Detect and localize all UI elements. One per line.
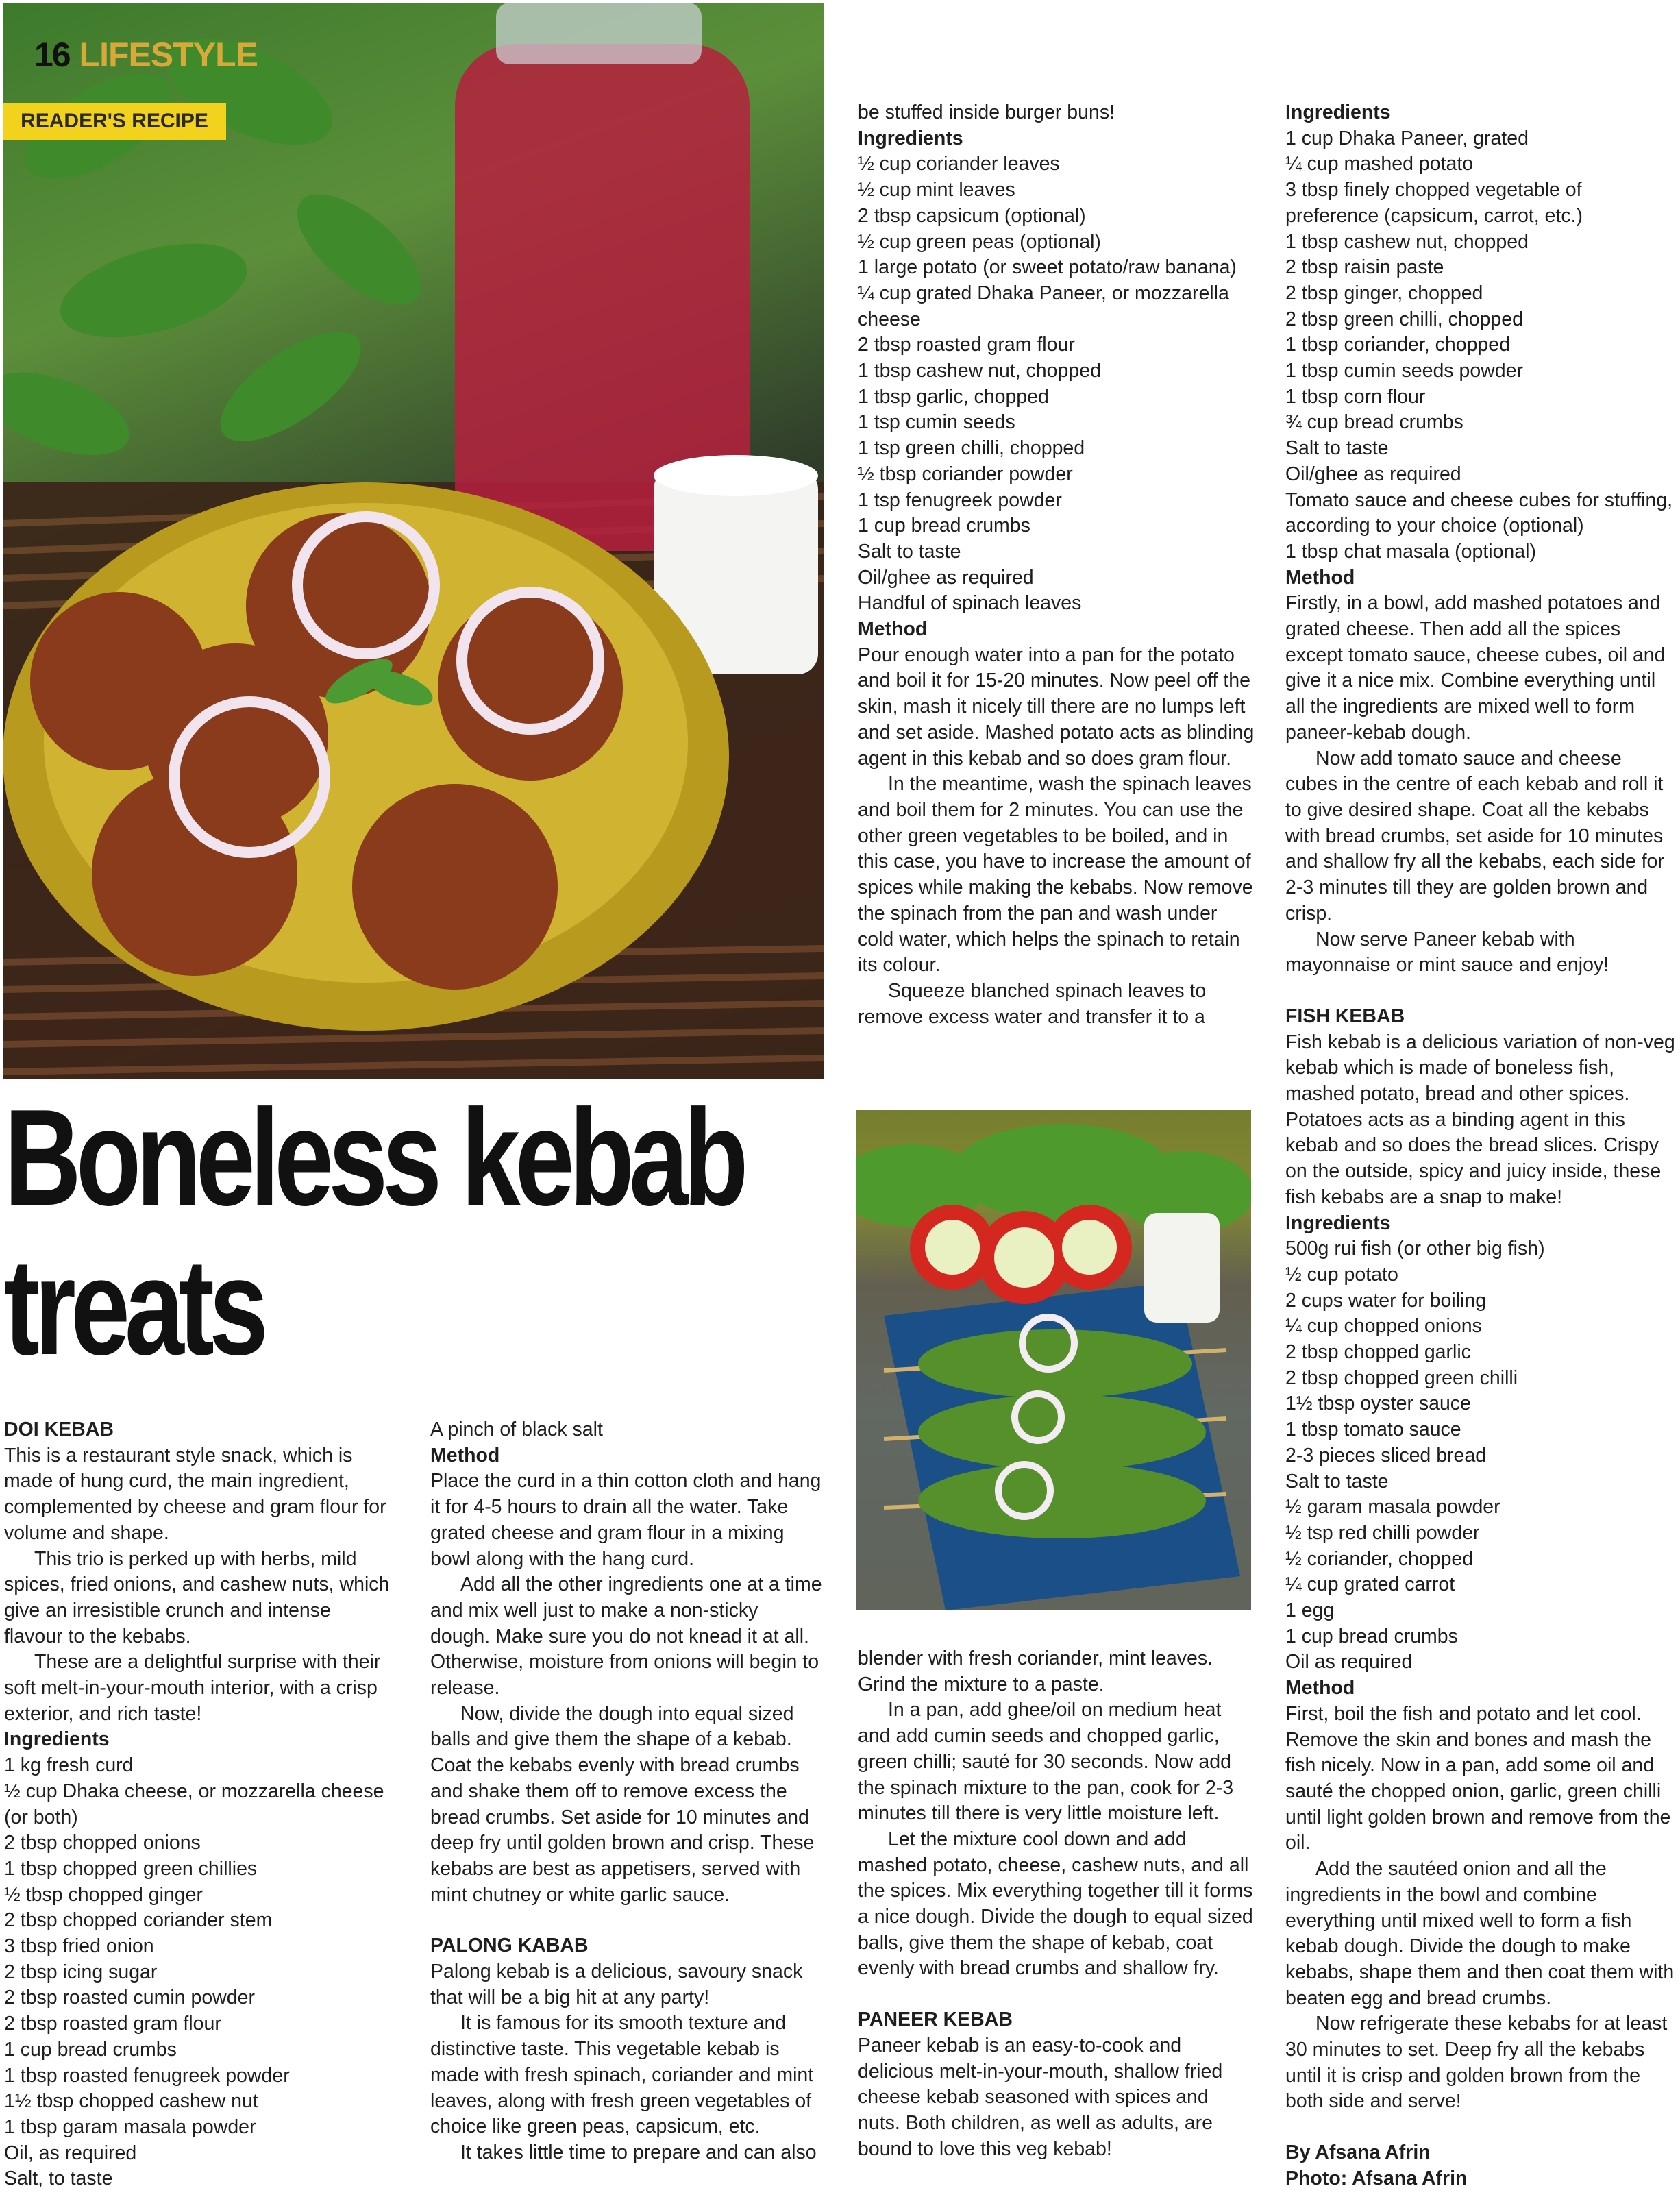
column-4	[1285, 100, 1677, 2192]
paneer-kebab-heading: PANEER KEBAB	[858, 2009, 1013, 2031]
ingredient-item: ½ tbsp chopped ginger	[4, 1883, 203, 1906]
ingredient-item: 1 tbsp roasted fenugreek powder	[4, 2064, 290, 2087]
ingredient-item: 500g rui fish (or other big fish)	[1285, 1238, 1545, 1260]
paneer-kebab-method-2: Now add tomato sauce and cheese cubes in the centre of each kebab and roll it to give desired shape. Coat all the kebabs with bread crumbs, set aside for 10 minutes and shallow fry all the kebabs, each side for 2-3 minutes till they are golden brown and crisp.	[1285, 747, 1664, 924]
palong-kabab-intro-1: Palong kebab is a delicious, savoury snack that will be a big hit at any party!	[430, 1961, 803, 2009]
headline-line-2: treats	[4, 1231, 264, 1384]
ingredient-item: ½ tbsp coriander powder	[858, 463, 1073, 485]
palong-kabab-method-3: Squeeze blanched spinach leaves to remove excess water and transfer it to a	[858, 979, 1207, 1028]
ingredient-item: Salt to taste	[1285, 437, 1389, 460]
doi-kebab-photo-art	[3, 3, 824, 1079]
doi-kebab-method-3: Now, divide the dough into equal sized balls and give them the shape of a kebab. Coat the kebabs evenly with bread crumbs and shake them off to remove excess the bread crumbs. Set aside for 10 minutes and deep fry until golden brown and crisp. These kebabs are best as appetisers, served with mint chutney or white garlic sauce.	[430, 1702, 815, 1906]
ingredient-item: 1 tsp cumin seeds	[858, 411, 1015, 434]
palong-kabab-method-5: Let the mixture cool down and add mashed potato, cheese, cashew nuts, and all the spices. Mix everything together till it forms a nice dough. Divide the dough to equal sized balls, give them the shape of kebab, coat evenly with bread crumbs and shallow fry.	[858, 1828, 1253, 1980]
ingredient-item: 1½ tbsp oyster sauce	[1285, 1392, 1471, 1415]
fish-kebab-method-3: Now refrigerate these kebabs for at least 30 minutes to set. Deep fry all the kebabs until it is crisp and golden brown from the both side and serve!	[1285, 2013, 1668, 2113]
ingredient-item: 2 tbsp capsicum (optional)	[858, 204, 1086, 227]
ingredient-item: 3 tbsp finely chopped vegetable of preference (capsicum, carrot, etc.)	[1285, 179, 1583, 227]
page-number: 16	[34, 36, 70, 74]
ingredient-item: ¼ cup chopped onions	[1285, 1315, 1482, 1338]
ingredient-item: 1 tbsp tomato sauce	[1285, 1419, 1461, 1441]
palong-kabab-method-2: In the meantime, wash the spinach leaves and boil them for 2 minutes. You can use the other green vegetables to be boiled, and in this case, you have to increase the amount of spices while making the kebabs. Now remove the spinach from the pan and wash under cold water, which helps the spinach to retain its colour.	[858, 773, 1253, 977]
column-2	[430, 1417, 822, 2166]
ingredient-item: 1 tsp green chilli, chopped	[858, 437, 1085, 460]
ingredient-item: 1 cup Dhaka Paneer, grated	[1285, 127, 1529, 149]
paneer-kebab-method-1: Firstly, in a bowl, add mashed potatoes and grated cheese. Then add all the spices except tomato sauce, cheese cubes, oil and give it a nice mix. Combine everything until all the ingredients are mixed well to form paneer-kebab dough.	[1285, 592, 1666, 744]
ingredient-item: 1 tbsp corn flour	[1285, 385, 1426, 408]
palong-kabab-intro-2: It is famous for its smooth texture and distinctive taste. This vegetable kebab is made with fresh spinach, coriander and mint leaves, along with fresh green vegetables of choice like green peas, capsicum, etc.	[430, 2012, 814, 2138]
palong-kabab-ingredients-label: Ingredients	[858, 127, 963, 149]
section-name: LIFESTYLE	[79, 36, 258, 74]
ingredient-item: 2 tbsp roasted gram flour	[858, 334, 1075, 356]
ingredient-item: 1 tbsp cumin seeds powder	[1285, 360, 1523, 382]
ingredient-item: Oil/ghee as required	[858, 566, 1034, 589]
doi-kebab-method-1: Place the curd in a thin cotton cloth and hang it for 4-5 hours to drain all the water. Take grated cheese and gram flour in a mixing bowl along with the hang curd.	[430, 1470, 822, 1570]
palong-kabab-photo-art	[856, 1110, 1251, 1610]
ingredient-item: Oil as required	[1285, 1651, 1413, 1673]
doi-kebab-intro-2: This trio is perked up with herbs, mild spices, fried onions, and cashew nuts, which give an irresistible crunch and intense flavour to the kebabs.	[4, 1547, 390, 1647]
ingredient-item: ¼ cup grated carrot	[1285, 1573, 1455, 1596]
ingredient-item: 1 tbsp chat masala (optional)	[1285, 540, 1536, 563]
ingredient-item: 1 tbsp chopped green chillies	[4, 1857, 258, 1880]
ingredient-item: Oil, as required	[4, 2141, 137, 2164]
ingredient-item: 1 egg	[1285, 1599, 1335, 1622]
ingredient-item: 2 tbsp roasted cumin powder	[4, 1987, 255, 2009]
palong-kabab-photo	[856, 1110, 1251, 1610]
ingredient-item: 2 tbsp chopped green chilli	[1285, 1366, 1518, 1389]
page-header	[34, 34, 258, 75]
fish-kebab-heading: FISH KEBAB	[1285, 1005, 1405, 1027]
doi-kebab-ingredients-label: Ingredients	[4, 1728, 110, 1751]
ingredient-item: 2 tbsp chopped garlic	[1285, 1341, 1471, 1364]
palong-kabab-method-label: Method	[858, 618, 928, 641]
ingredient-item: Handful of spinach leaves	[858, 592, 1082, 615]
palong-kabab-heading: PALONG KABAB	[430, 1935, 589, 1957]
ingredient-item: 1 cup bread crumbs	[858, 515, 1030, 537]
doi-kebab-heading: DOI KEBAB	[4, 1419, 114, 1440]
column-3-top	[858, 100, 1255, 1030]
ingredient-item: ½ coriander, chopped	[1285, 1547, 1474, 1570]
palong-kabab-method-4: In a pan, add ghee/oil on medium heat and add cumin seeds and chopped garlic, green chilli; sauté for 30 seconds. Now add the spinach mixture to the pan, cook for 2-3 minutes till there is very little moisture left.	[858, 1699, 1234, 1825]
ingredient-item: 1 cup bread crumbs	[1285, 1625, 1458, 1647]
ingredient-item: 1 cup bread crumbs	[4, 2038, 177, 2061]
palong-kabab-method-cont: blender with fresh coriander, mint leaves. Grind the mixture to a paste.	[858, 1647, 1213, 1695]
palong-kabab-method-1: Pour enough water into a pan for the potato and boil it for 15-20 minutes. Now peel off the skin, mash it nicely till there are no lumps left and set aside. Mashed potato acts as blinding agent in this kebab and so does gram flour.	[858, 643, 1255, 770]
ingredient-item: 1 tbsp cashew nut, chopped	[858, 360, 1101, 382]
column-3-bottom	[858, 1646, 1255, 2162]
ingredient-item: 2 tbsp icing sugar	[4, 1961, 158, 1983]
doi-kebab-ingredient-cont: A pinch of black salt	[430, 1419, 603, 1440]
palong-kabab-intro-cont: be stuffed inside burger buns!	[858, 101, 1115, 123]
ingredient-item: 2 tbsp chopped onions	[4, 1832, 201, 1854]
doi-kebab-intro-3: These are a delightful surprise with their soft melt-in-your-mouth interior, with a crisp exterior, and rich taste!	[4, 1651, 381, 1725]
section-tag-label: READER'S RECIPE	[21, 110, 208, 132]
ingredient-item: 1 tsp fenugreek powder	[858, 489, 1062, 511]
doi-kebab-photo	[3, 3, 824, 1079]
ingredient-item: Oil/ghee as required	[1285, 463, 1461, 485]
ingredient-item: ½ cup mint leaves	[858, 179, 1015, 201]
ingredient-item: Salt to taste	[858, 540, 961, 563]
ingredient-item: Tomato sauce and cheese cubes for stuffing, according to your choice (optional)	[1285, 489, 1673, 537]
headline	[4, 1081, 743, 1384]
ingredient-item: 2 tbsp chopped coriander stem	[4, 1909, 273, 1932]
ingredient-item: Salt to taste	[1285, 1470, 1389, 1493]
fish-kebab-method-1: First, boil the fish and potato and let cool. Remove the skin and bones and mash the fish nicely. Now in a pan, add some oil and sauté the chopped onion, garlic, green chilli until light golden brown and remove from the oil.	[1285, 1702, 1671, 1854]
photo-credit: Photo: Afsana Afrin	[1285, 2167, 1468, 2189]
doi-kebab-intro-1: This is a restaurant style snack, which is made of hung curd, the main ingredient, complemented by cheese and gram flour for volume and shape.	[4, 1444, 386, 1544]
ingredient-item: 2-3 pieces sliced bread	[1285, 1444, 1487, 1466]
ingredient-item: 1 kg fresh curd	[4, 1754, 134, 1777]
ingredient-item: 1½ tbsp chopped cashew nut	[4, 2090, 258, 2113]
paneer-kebab-method-3: Now serve Paneer kebab with mayonnaise or mint sauce and enjoy!	[1285, 928, 1609, 977]
ingredient-item: 1 tbsp garam masala powder	[4, 2115, 256, 2138]
headline-line-1: Boneless kebab	[4, 1081, 743, 1234]
ingredient-item: 2 tbsp green chilli, chopped	[1285, 308, 1523, 330]
ingredient-item: ¼ cup grated Dhaka Paneer, or mozzarella cheese	[858, 282, 1229, 330]
ingredient-item: 2 tbsp raisin paste	[1285, 256, 1444, 279]
ingredient-item: ¼ cup mashed potato	[1285, 153, 1474, 175]
fish-kebab-method-2: Add the sautéed onion and all the ingredients in the bowl and combine everything until mixed well to form a fish kebab dough. Divide the dough to make kebabs, shape them and then coat them with beaten egg and bread crumbs.	[1285, 1858, 1675, 2009]
ingredient-item: ½ tsp red chilli powder	[1285, 1521, 1480, 1544]
ingredient-item: 1 large potato (or sweet potato/raw banana)	[858, 256, 1237, 279]
paneer-kebab-intro-1: Paneer kebab is an easy-to-cook and delicious melt-in-your-mouth, shallow fried cheese kebab seasoned with spices and nuts. Both children, as well as adults, are bound to love this veg kebab!	[858, 2034, 1223, 2160]
ingredient-item: ¾ cup bread crumbs	[1285, 411, 1463, 434]
doi-kebab-method-2: Add all the other ingredients one at a time and mix well just to make a non-sticky dough. Make sure you do not knead it at all. Otherwise, moisture from onions will begin to release.	[430, 1573, 822, 1699]
ingredient-item: ½ cup Dhaka cheese, or mozzarella cheese (or both)	[4, 1780, 384, 1828]
section-tag	[3, 103, 226, 140]
ingredient-item: ½ cup potato	[1285, 1263, 1398, 1286]
fish-kebab-ingredients-label: Ingredients	[1285, 1212, 1391, 1234]
ingredient-item: Salt, to taste	[4, 2168, 113, 2190]
byline: By Afsana Afrin	[1285, 2141, 1431, 2164]
paneer-kebab-ingredients-label: Ingredients	[1285, 101, 1391, 123]
ingredient-item: ½ cup coriander leaves	[858, 153, 1060, 175]
ingredient-item: 1 tbsp garlic, chopped	[858, 385, 1049, 408]
ingredient-item: 2 cups water for boiling	[1285, 1289, 1487, 1312]
fish-kebab-intro: Fish kebab is a delicious variation of non-veg kebab which is made of boneless fish, mashed potato, bread and other spices. Potatoes acts as a binding agent in this kebab and so does the bread slices. Crispy on the outside, spicy and juicy inside, these fish kebabs are a snap to make!	[1285, 1031, 1675, 1208]
fish-kebab-method-label: Method	[1285, 1677, 1355, 1699]
ingredient-item: 2 tbsp roasted gram flour	[4, 2013, 221, 2035]
ingredient-item: 3 tbsp fried onion	[4, 1935, 154, 1958]
doi-kebab-method-label: Method	[430, 1444, 500, 1466]
ingredient-item: 1 tbsp coriander, chopped	[1285, 334, 1510, 356]
ingredient-item: 2 tbsp ginger, chopped	[1285, 282, 1483, 304]
ingredient-item: 1 tbsp cashew nut, chopped	[1285, 230, 1529, 253]
paneer-kebab-method-label: Method	[1285, 566, 1355, 589]
palong-kabab-intro-3: It takes little time to prepare and can also	[460, 2141, 817, 2163]
ingredient-item: ½ garam masala powder	[1285, 1496, 1500, 1519]
ingredient-item: ½ cup green peas (optional)	[858, 230, 1101, 253]
column-1	[4, 1417, 395, 2192]
